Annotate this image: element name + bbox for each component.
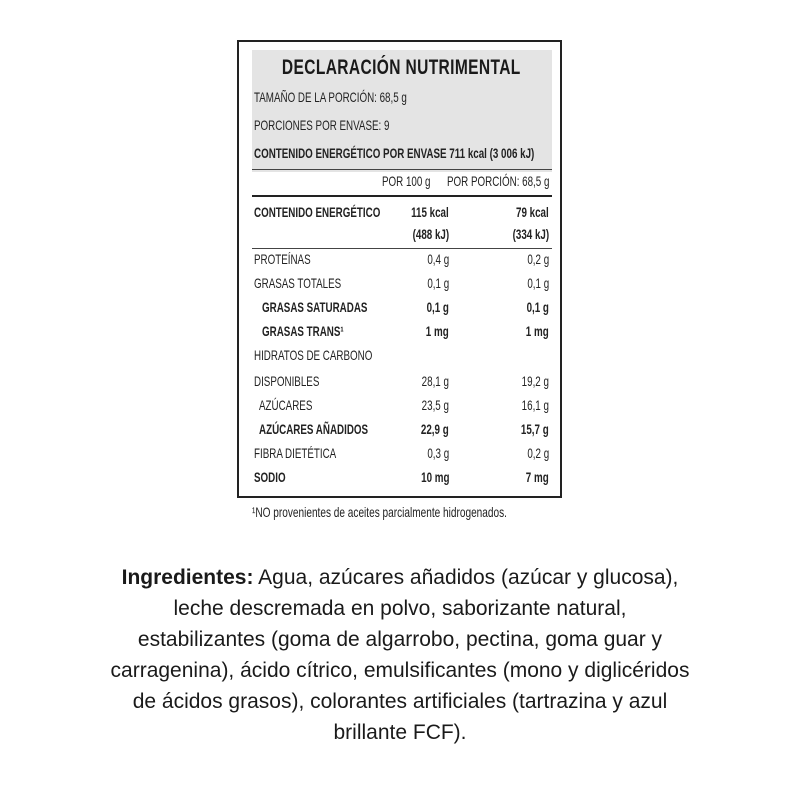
ingredients-line: leche descremada en polvo, saborizante natural,	[173, 597, 627, 620]
value-per-portion: 0,1 g	[526, 299, 549, 315]
value-per-100g: (488 kJ)	[412, 226, 449, 242]
value-per-portion: 19,2 g	[521, 373, 549, 389]
value-per-portion: 79 kcal	[516, 204, 549, 220]
ingredients-line: estabilizantes (goma de algarrobo, pectina, goma guar y	[137, 628, 663, 651]
value-per-100g: 0,1 g	[427, 275, 449, 291]
value-per-portion: 0,2 g	[527, 445, 549, 461]
divider-thick	[252, 195, 552, 197]
footnote: ¹NO provenientes de aceites parcialmente hidrogenados.	[252, 504, 507, 520]
ingredients-line: de ácidos grasos), colorantes artificiales (tartrazina y azul	[132, 690, 668, 713]
value-per-100g: 10 mg	[420, 469, 449, 485]
table-row-total-fat	[239, 275, 564, 297]
row-label: AZÚCARES AÑADIDOS	[259, 421, 369, 437]
value-per-100g: 1 mg	[426, 323, 449, 339]
row-label: FIBRA DIETÉTICA	[254, 445, 337, 461]
table-row-energy	[239, 204, 564, 226]
divider	[252, 169, 552, 170]
value-per-portion: 7 mg	[526, 469, 549, 485]
ingredients-heading: Ingredientes:	[121, 566, 254, 589]
row-label: GRASAS TRANS¹	[262, 323, 344, 339]
row-label: PROTEÍNAS	[254, 251, 311, 267]
ingredients-line: carragenina), ácido cítrico, emulsificantes (mono y diglicéridos	[110, 659, 690, 682]
value-per-portion: 1 mg	[526, 323, 549, 339]
value-per-100g: 0,3 g	[427, 445, 449, 461]
row-label: DISPONIBLES	[254, 373, 320, 389]
table-row-sugars	[239, 397, 564, 419]
serving-size: TAMAÑO DE LA PORCIÓN: 68,5 g	[254, 89, 407, 105]
energy-per-container: CONTENIDO ENERGÉTICO POR ENVASE 711 kcal (3 006 kJ)	[254, 145, 535, 161]
row-label: CONTENIDO ENERGÉTICO	[254, 204, 381, 220]
value-per-100g: 23,5 g	[421, 397, 449, 413]
ingredients-line: Ingredientes: Agua, azúcares añadidos (azúcar y glucosa),	[121, 566, 679, 589]
value-per-portion: 15,7 g	[521, 421, 549, 437]
divider	[252, 248, 552, 249]
value-per-100g: 0,1 g	[426, 299, 449, 315]
value-per-100g: 28,1 g	[421, 373, 449, 389]
value-per-portion: 16,1 g	[521, 397, 549, 413]
row-label: AZÚCARES	[259, 397, 313, 413]
nutrition-facts-panel	[237, 40, 562, 498]
ingredients-text	[70, 562, 730, 748]
ingredients-line: brillante FCF).	[333, 721, 467, 744]
table-row-available	[239, 373, 564, 395]
table-row-saturated-fat	[239, 299, 564, 321]
row-label: HIDRATOS DE CARBONO	[254, 347, 373, 363]
label-title: DECLARACIÓN NUTRIMENTAL	[282, 56, 521, 79]
value-per-100g: 0,4 g	[427, 251, 449, 267]
value-per-portion: 0,1 g	[527, 275, 549, 291]
table-row-proteins	[239, 251, 564, 273]
table-row-sodium	[239, 469, 564, 491]
row-label: GRASAS TOTALES	[254, 275, 342, 291]
servings-per-container: PORCIONES POR ENVASE: 9	[254, 117, 390, 133]
row-label: SODIO	[254, 469, 286, 485]
table-row-energy-kj	[239, 226, 564, 248]
value-per-100g: 22,9 g	[421, 421, 449, 437]
value-per-portion: (334 kJ)	[512, 226, 549, 242]
table-row-trans-fat	[239, 323, 564, 345]
value-per-100g: 115 kcal	[411, 204, 449, 220]
value-per-portion: 0,2 g	[527, 251, 549, 267]
table-row-carbohydrates	[239, 347, 564, 369]
column-header-per-portion: POR PORCIÓN: 68,5 g	[447, 173, 550, 189]
column-header-per-100g: POR 100 g	[382, 173, 431, 189]
table-row-fiber	[239, 445, 564, 467]
row-label: GRASAS SATURADAS	[262, 299, 368, 315]
table-row-added-sugars	[239, 421, 564, 443]
